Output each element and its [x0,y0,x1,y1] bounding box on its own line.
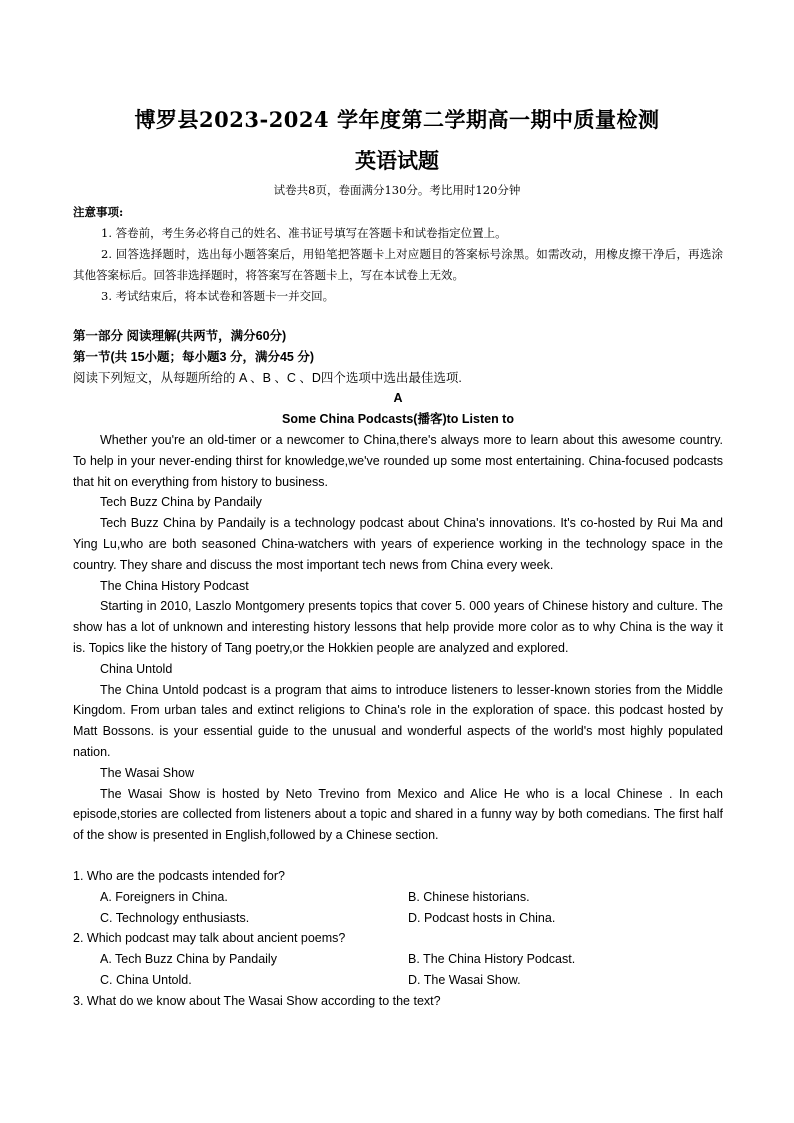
part-heading: 第一部分 阅读理解(共两节，满分60分) [73,329,287,343]
option-c: C. China Untold. [100,972,192,987]
option-b: B. The China History Podcast. [408,952,576,967]
instruction-text: 阅读下列短文，从每题所给的 A 、B 、C 、D四个选项中选出最佳选项. [73,370,462,385]
question-stem: 2. Which podcast may talk about ancient poems? [73,931,346,946]
podcast-text: Tech Buzz China by Pandaily is a technology podcast about China's innovations. It's co-hosted by Rui Ma and Ying Lu,who are both seasoned China-watchers with years of experience working in the technology space in the country. They share and discuss the most important tech news from China every week. [73,516,723,572]
note-item: 3. 考试结束后，将本试卷和答题卡一并交回。 [101,289,335,303]
passage-letter: A [393,391,403,406]
subsection-heading: 第一节(共 15小题；每小题3 分，满分45 分) [73,349,315,364]
notes-heading: 注意事项: [73,205,124,219]
option-d: D. Podcast hosts in China. [408,910,556,925]
podcast-name: The China History Podcast [100,578,249,593]
questions-block [73,866,723,1012]
options-row [73,970,723,991]
reading-section [73,326,723,846]
option-b: B. Chinese historians. [408,889,530,904]
podcast-name: The Wasai Show [100,765,195,780]
podcast-name: Tech Buzz China by Pandaily [100,495,262,510]
options-row [73,908,723,929]
question-stem: 3. What do we know about The Wasai Show according to the text? [73,993,441,1008]
option-c: C. Technology enthusiasts. [100,910,250,925]
podcast-text: The China Untold podcast is a program that aims to introduce listeners to lesser-known stories from the Middle Kingdom. From urban tales and extinct religions to China's role in the exploration of space. this podcast hosted by Matt Bossons. is your essential guide to the unusual and wonderful aspects of the world's most highly populated nation. [73,682,723,759]
exam-subtitle: 英语试题 [355,148,439,173]
notes-block [73,202,723,307]
podcast-text: The Wasai Show is hosted by Neto Trevino from Mexico and Alice He who is a local Chinese . In each episode,stories are collected from listeners about a topic and shared in a funny way by both comedians. The first half of the show is presented in English,followed by a Chinese section. [73,786,723,843]
options-row [73,949,723,970]
podcast-text: Starting in 2010, Laszlo Montgomery presents topics that cover 5. 000 years of Chinese history and culture. The show has a lot of unknown and interesting history lessons that help provide more color as to why China is the way it is. Topics like the history of Tang poetry,or the Hokkien people are analyzed and explored. [73,599,723,655]
exam-title: 博罗县2023-2024 学年度第二学期高一期中质量检测 [134,107,660,132]
passage-title: Some China Podcasts(播客)to Listen to [282,412,514,427]
note-item: 2. 回答选择题时，选出每小题答案后，用铅笔把答题卡上对应题目的答案标号涂黑。如需改动，用橡皮擦干净后，再选涂其他答案标后。回答非选择题时，将答案写在答题卡上，写在本试卷上无效。 [73,247,723,282]
passage-intro: Whether you're an old-timer or a newcomer to China,there's always more to learn about this awesome country. To help in your never-ending thirst for knowledge,we've rounded up some most entertaining. China-focused podcasts that hit on everything from history to business. [73,432,723,489]
options-row [73,887,723,908]
question-stem: 1. Who are the podcasts intended for? [73,869,285,883]
podcast-name: China Untold [100,661,173,676]
note-item: 1. 答卷前，考生务必将自己的姓名、准书证号填写在答题卡和试卷指定位置上。 [101,226,507,240]
option-d: D. The Wasai Show. [408,972,521,987]
option-a: A. Foreigners in China. [100,889,228,904]
option-a: A. Tech Buzz China by Pandaily [100,952,277,967]
exam-info: 试卷共8页，卷面满分130分。考比用时120分钟 [273,183,521,197]
